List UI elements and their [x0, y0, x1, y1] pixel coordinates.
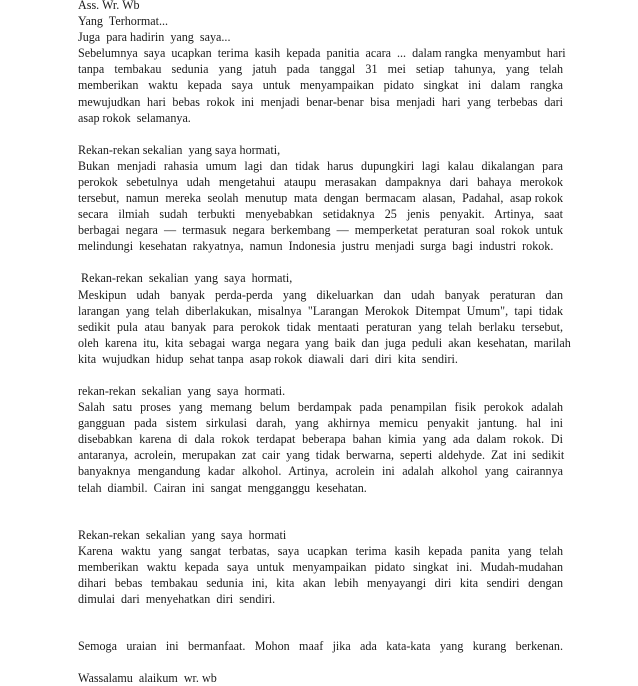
paragraph-line: kita wujudkan hidup sehat tanpa asap rokok diawali dari diri kita sendiri. — [78, 351, 458, 366]
paragraph-line: Sebelumnya saya ucapkan terima kasih kepada panitia acara ... dalam rangka menyambut hari — [78, 46, 566, 61]
paragraph-1 — [78, 45, 566, 125]
paragraph-line: oleh karena itu, kita sebagai warga negara yang baik dan juga peduli akan kesehatan, marilah — [78, 335, 571, 350]
honorific: Yang Terhormat... — [78, 14, 169, 29]
sign-off: Wassalamu alaikum wr. wb — [78, 671, 217, 686]
paragraph-line: sedikit pula atau banyak para perokok tidak mentaati peraturan yang telah berlaku tersebut, — [78, 319, 563, 334]
salutation-4: rekan-rekan sekalian yang saya hormati. — [78, 383, 286, 398]
paragraph-3 — [78, 287, 571, 367]
paragraph-line: asap rokok selamanya. — [78, 110, 191, 125]
paragraph-line: melindungi kesehatan rakyatnya, namun Indonesia justru menjadi surga bagi industri rokok. — [78, 239, 554, 254]
paragraph-line: secara ilmiah sudah terbukti menyebabkan setidaknya 25 jenis penyakit. Artinya, saat — [78, 207, 563, 222]
paragraph-line: Salah satu proses yang memang belum berdampak pada penampilan fisik perokok adalah — [78, 400, 563, 415]
paragraph-line: telah diambil. Cairan ini sangat mengganggu kesehatan. — [78, 480, 367, 495]
paragraph-line: berbagai negara — termasuk negara berkembang — memperketat peraturan soal rokok untuk — [78, 223, 563, 238]
paragraph-line: Meskipun udah banyak perda-perda yang dikeluarkan dan udah banyak peraturan dan — [78, 287, 563, 302]
paragraph-line: mewujudkan hari bebas rokok ini menjadi benar-benar bisa menjadi hari yang terbebas dari — [78, 94, 563, 109]
closing-remark: Semoga uraian ini bermanfaat. Mohon maaf jika ada kata-kata yang kurang berkenan. — [78, 639, 563, 654]
paragraph-line: larangan yang telah diberlakukan, misalnya "Larangan Merokok Ditempat Umum", tapi tidak — [78, 303, 563, 318]
salutation-2: Rekan-rekan sekalian yang saya hormati, — [78, 142, 281, 157]
paragraph-line: antaranya, acrolein, merupakan zat cair yang tidak berwarna, seperti aldehyde. Zat ini sedikit — [78, 448, 565, 463]
paragraph-line: banyaknya mengandung kadar alkohol. Artinya, acrolein ini adalah alkohol yang cairannya — [78, 464, 563, 479]
paragraph-line: tanpa tembakau sedunia yang jatuh pada tanggal 31 mei setiap tahunya, yang telah — [78, 62, 563, 77]
salutation-5: Rekan-rekan sekalian yang saya hormati — [78, 527, 287, 542]
speech-document — [78, 0, 571, 686]
paragraph-4 — [78, 399, 563, 496]
greeting-block — [78, 0, 563, 45]
audience-greeting: Juga para hadirin yang saya... — [78, 30, 231, 45]
paragraph-line: disebabkan karena di dala rokok terdapat beberapa bahan kimia yang ada dalam rokok. Di — [78, 432, 563, 447]
paragraph-5 — [78, 543, 563, 607]
paragraph-line: gangguan pada sistem sirkulasi darah, yang akhirnya memicu penyakit jantung. hal ini — [78, 416, 563, 431]
opening-greeting: Ass. Wr. Wb — [78, 0, 140, 12]
paragraph-line: memberikan waktu kepada saya untuk menyampaikan pidato singkat ini. Mudah-mudahan — [78, 559, 563, 574]
paragraph-2 — [78, 158, 563, 255]
paragraph-line: dimulai dari menyehatkan diri sendiri. — [78, 592, 276, 606]
paragraph-line: tersebut, namun mereka seolah menutup mata dengan bermacam alasan, Padahal, asap rokok — [78, 191, 563, 206]
paragraph-line: Karena waktu yang sangat terbatas, saya ucapkan terima kasih kepada panita yang telah — [78, 543, 563, 558]
paragraph-line: dihari bebas tembakau sedunia ini, kita akan lebih menyayangi diri kita sendiri dengan — [78, 575, 563, 590]
salutation-3: Rekan-rekan sekalian yang saya hormati, — [78, 271, 293, 286]
paragraph-line: Bukan menjadi rahasia umum lagi dan tidak harus dupungkiri lagi kalau dikalangan para — [78, 158, 563, 173]
paragraph-line: perokok sebetulnya udah mengetahui ataupu merasakan dampaknya dari bahaya merokok — [78, 174, 563, 189]
paragraph-line: memberikan waktu kepada saya untuk menyampaikan pidato singkat ini dalam rangka — [78, 78, 563, 93]
